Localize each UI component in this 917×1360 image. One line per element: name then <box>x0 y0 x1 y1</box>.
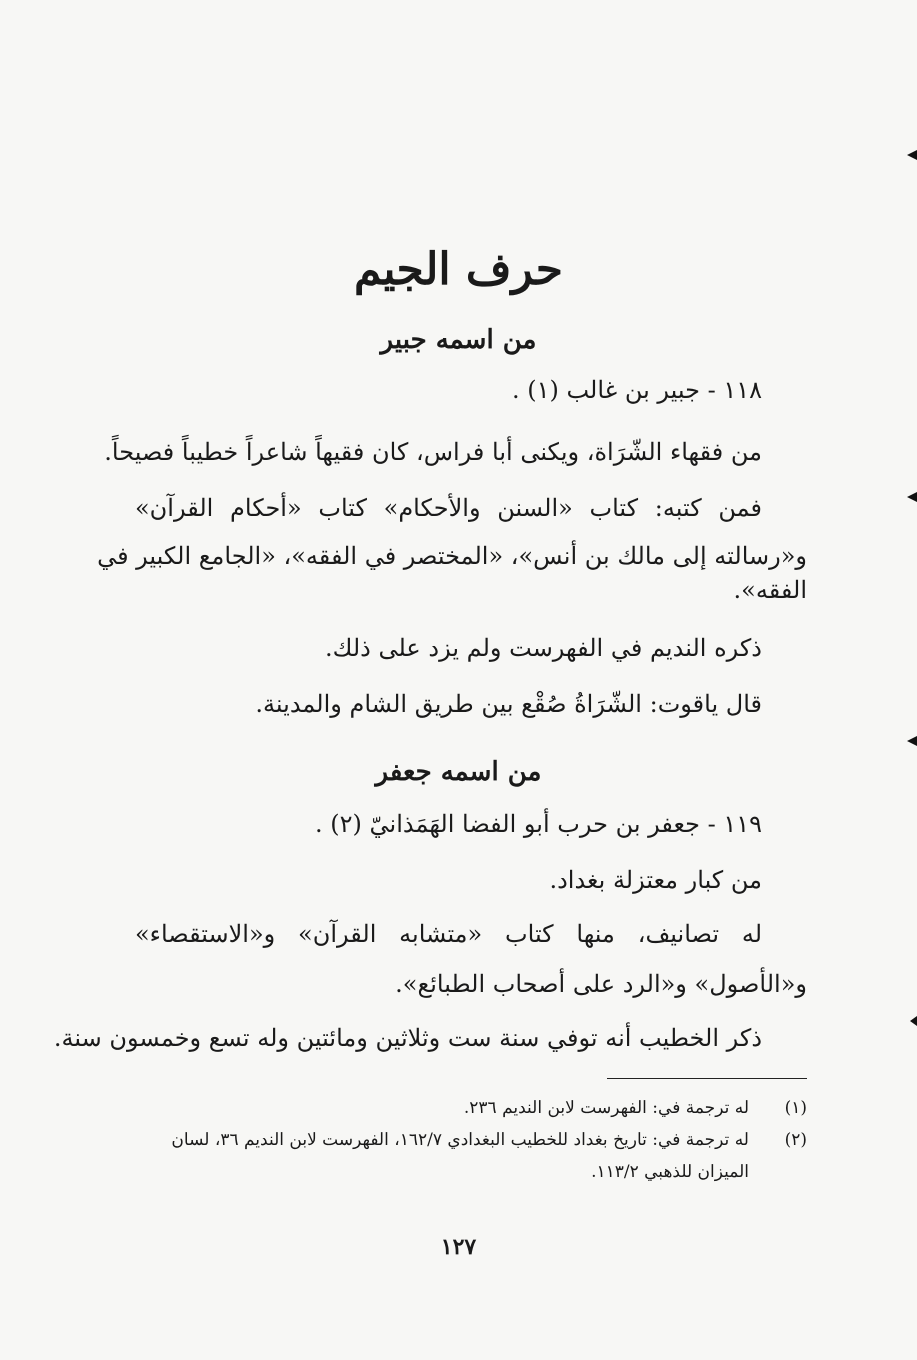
edge-mark <box>910 1016 917 1026</box>
edge-mark <box>907 492 917 502</box>
paragraph-line: فمن كتبه: كتاب «السنن والأحكام» كتاب «أحكام القرآن» <box>135 494 762 522</box>
footnote-text: له ترجمة في: الفهرست لابن النديم ٢٣٦. <box>463 1098 749 1118</box>
page-number: ١٢٧ <box>440 1234 477 1260</box>
footnote-1 <box>140 1094 807 1122</box>
edge-mark <box>907 150 917 160</box>
footnote-2 <box>140 1126 807 1154</box>
edge-mark <box>907 736 917 746</box>
chapter-title: حرف الجيم <box>354 244 563 295</box>
paragraph-line: الفقه». <box>733 576 807 604</box>
footnote-2-continuation: الميزان للذهبي ١١٣/٢. <box>591 1162 749 1182</box>
paragraph-line: ذكره النديم في الفهرست ولم يزد على ذلك. <box>325 634 762 662</box>
paragraph-line: ذكر الخطيب أنه توفي سنة ست وثلاثين ومائتين وله تسع وخمسون سنة. <box>53 1024 762 1052</box>
paragraph-line: و«رسالته إلى مالك بن أنس»، «المختصر في الفقه»، «الجامع الكبير في <box>97 542 807 570</box>
footnote-number: (١) <box>784 1098 807 1118</box>
footnote-text: له ترجمة في: تاريخ بغداد للخطيب البغدادي ١٦٢/٧، الفهرست لابن النديم ٣٦، لسان <box>171 1130 749 1150</box>
section-heading-jafar: من اسمه جعفر <box>375 757 542 787</box>
entry-118-title: ١١٨ - جبير بن غالب (١) . <box>511 376 762 404</box>
paragraph-line: قال ياقوت: الشّرَاةُ صُقْع بين طريق الشام والمدينة. <box>255 690 762 718</box>
paragraph-line: من فقهاء الشّرَاة، ويكنى أبا فراس، كان فقيهاً شاعراً خطيباً فصيحاً. <box>104 438 762 466</box>
entry-119-title: ١١٩ - جعفر بن حرب أبو الفضا الهَمَذانيّ (٢) . <box>315 810 762 838</box>
paragraph-line: و«الأصول» و«الرد على أصحاب الطبائع». <box>395 970 807 998</box>
footnote-number: (٢) <box>784 1130 807 1150</box>
paragraph-line: له تصانيف، منها كتاب «متشابه القرآن» و«الاستقصاء» <box>135 920 762 948</box>
paragraph-line: من كبار معتزلة بغداد. <box>549 866 762 894</box>
section-heading-jubair: من اسمه جبير <box>380 325 537 355</box>
footnote-separator <box>607 1078 807 1079</box>
